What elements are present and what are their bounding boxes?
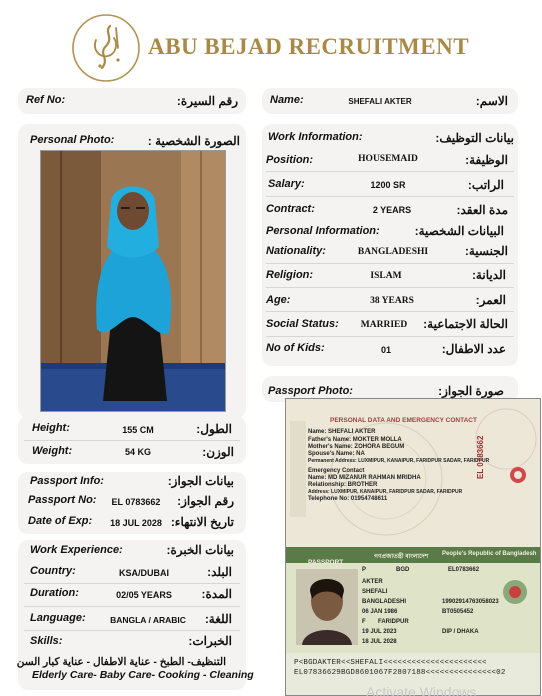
duration-value: 02/05 YEARS xyxy=(116,590,172,600)
country-label: Country: xyxy=(30,565,76,577)
passport-field: Emergency Contact xyxy=(308,468,365,474)
passport-field: Father's Name: MOKTER MOLLA xyxy=(308,437,402,443)
kids-value: 01 xyxy=(380,345,391,355)
social-status-value: MARRIED xyxy=(360,320,408,330)
passport-expiry: 18 JUL 2028 xyxy=(362,639,397,645)
passport-upper-page xyxy=(286,399,541,547)
age-value: 38 YEARS xyxy=(370,296,414,306)
passport-dob: 06 JAN 1986 xyxy=(362,609,398,615)
bangladesh-map-icon xyxy=(500,577,530,607)
passport-no-value: EL 0783662 xyxy=(111,497,161,507)
duration-label: Duration: xyxy=(30,587,79,599)
contract-value: 2 YEARS xyxy=(372,205,412,215)
personal-photo-label-ar: الصورة الشخصية : xyxy=(147,134,240,148)
passport-no-label-ar: رقم الجواز: xyxy=(177,494,234,508)
passport-sex: F xyxy=(362,619,366,625)
age-label-ar: العمر: xyxy=(475,293,506,307)
brand-name: ABU BEJAD RECRUITMENT xyxy=(148,34,470,59)
name-label-ar: الاسم: xyxy=(475,94,508,108)
name-card xyxy=(262,88,518,114)
passport-field: Permanent Address: LUXMIPUR, KANAIPUR, FARIDPUR SADAR, FARIDPUR xyxy=(308,458,490,464)
mrz-line-2: EL07836629BGD8601067F2807188<<<<<<<<<<<<<<<02 xyxy=(294,669,506,677)
religion-label: Religion: xyxy=(266,269,314,281)
passport-bio-page xyxy=(286,547,541,696)
personal-info-title-ar: البيانات الشخصية: xyxy=(414,224,504,238)
row-divider xyxy=(266,287,514,288)
row-divider xyxy=(24,606,240,607)
weight-value: 54 KG xyxy=(124,447,151,457)
passport-country: BGD xyxy=(396,567,410,573)
passport-vertical-number: EL 0783662 xyxy=(476,435,485,479)
portrait-image xyxy=(41,151,226,412)
experience-card xyxy=(16,540,254,690)
religion-label-ar: الديانة: xyxy=(471,268,506,282)
mrz-line-1: P<BGDAKTER<<SHEFALI<<<<<<<<<<<<<<<<<<<<<< xyxy=(294,659,487,667)
personal-info-title: Personal Information: xyxy=(266,225,380,237)
passport-upper-title: PERSONAL DATA AND EMERGENCY CONTACT xyxy=(330,417,477,424)
name-label: Name: xyxy=(270,94,304,106)
passport-issue-date: 19 JUL 2023 xyxy=(362,629,397,635)
position-label-ar: الوظيفة: xyxy=(465,153,508,167)
height-value: 155 CM xyxy=(122,425,154,435)
passport-field: Mother's Name: ZOHORA BEGUM xyxy=(308,444,405,450)
experience-title-ar: بيانات الخبرة: xyxy=(166,543,234,557)
work-info-title: Work Information: xyxy=(268,131,363,143)
salary-label-ar: الراتب: xyxy=(467,178,504,192)
activate-windows-watermark: Activate Windows xyxy=(366,684,477,696)
emblem-icon xyxy=(508,465,528,485)
name-value: SHEFALI AKTER xyxy=(348,97,412,106)
position-value: HOUSEMAID xyxy=(358,154,418,164)
nationality-label: Nationality: xyxy=(266,245,326,257)
work-personal-card xyxy=(262,124,518,366)
passport-given-name: SHEFALI xyxy=(362,589,388,595)
country-value: KSA/DUBAI xyxy=(118,568,169,578)
age-label: Age: xyxy=(266,294,291,306)
work-info-title-ar: بيانات التوظيف: xyxy=(435,131,514,145)
passport-scan xyxy=(285,398,541,696)
calligraphy-logo-icon xyxy=(70,12,142,84)
contract-label: Contract: xyxy=(266,203,315,215)
row-divider xyxy=(266,196,514,197)
experience-title: Work Experience: xyxy=(30,544,123,556)
passport-field: Address: LUXMIPUR, KANAIPUR, FARIDPUR SADAR, FARIDPUR xyxy=(308,489,463,495)
expiry-label: Date of Exp: xyxy=(28,515,93,527)
row-divider xyxy=(266,311,514,312)
social-status-label: Social Status: xyxy=(266,318,339,330)
language-label-ar: اللغة: xyxy=(204,612,232,626)
expiry-label-ar: تاريخ الانتهاء: xyxy=(170,515,234,529)
passport-personal-no: 19902914763058023 xyxy=(442,599,499,605)
row-divider xyxy=(266,336,514,337)
passport-nationality: BANGLADESHI xyxy=(362,599,407,605)
passport-field: Spouse's Name: NA xyxy=(308,451,365,457)
height-label: Height: xyxy=(32,422,70,434)
personal-photo-label: Personal Photo: xyxy=(30,134,115,146)
passport-photo-label: Passport Photo: xyxy=(268,385,353,397)
passport-info-card xyxy=(18,472,246,534)
page-header xyxy=(0,0,542,84)
weight-label: Weight: xyxy=(32,445,73,457)
passport-bio-title: People's Republic of Bangladesh xyxy=(442,551,537,557)
language-label: Language: xyxy=(30,612,86,624)
passport-field: Name: MD MIZANUR RAHMAN MRIDHA xyxy=(308,475,421,481)
ref-card xyxy=(18,88,246,114)
language-value: BANGLA / ARABIC xyxy=(110,615,186,625)
social-status-label-ar: الحالة الاجتماعية: xyxy=(423,317,508,331)
ref-label: Ref No: xyxy=(26,94,66,106)
passport-type: P xyxy=(362,567,367,573)
duration-label-ar: المدة: xyxy=(201,587,232,601)
passport-surname: AKTER xyxy=(362,579,383,585)
passport-authority: DIP / DHAKA xyxy=(442,629,479,635)
passport-face-photo xyxy=(296,569,358,645)
skills-label: Skills: xyxy=(30,635,63,647)
salary-label: Salary: xyxy=(268,178,305,190)
personal-photo xyxy=(40,150,226,412)
nationality-value: BANGLADESHI xyxy=(357,247,429,257)
skills-label-ar: الخبرات: xyxy=(188,634,232,648)
passport-field: Name: SHEFALI AKTER xyxy=(308,429,376,435)
height-label-ar: الطول: xyxy=(196,422,232,436)
row-divider xyxy=(266,263,514,264)
row-divider xyxy=(24,630,240,631)
kids-label: No of Kids: xyxy=(266,342,325,354)
body-card xyxy=(18,416,246,464)
religion-value: ISLAM xyxy=(370,271,402,281)
passport-prev-no: BT0505452 xyxy=(442,609,474,615)
weight-label-ar: الوزن: xyxy=(202,445,234,459)
contract-label-ar: مدة العقد: xyxy=(456,203,508,217)
ref-label-ar: رقم السيرة: xyxy=(176,94,238,108)
passport-info-title: Passport Info: xyxy=(30,475,104,487)
passport-field: Relationship: BROTHER xyxy=(308,482,378,488)
skills-text-ar: التنظيف- الطبخ - عناية الاطفال - عناية كبار السن xyxy=(16,656,226,668)
expiry-value: 18 JUL 2028 xyxy=(110,518,162,528)
country-label-ar: البلد: xyxy=(207,565,232,579)
passport-info-title-ar: بيانات الجواز: xyxy=(167,474,234,488)
passport-word: PASSPORT xyxy=(308,559,344,566)
passport-birthplace: FARIDPUR xyxy=(378,619,409,625)
passport-field: Telephone No: 01954748611 xyxy=(308,496,388,502)
kids-label-ar: عدد الاطفال: xyxy=(441,342,506,356)
nationality-label-ar: الجنسية: xyxy=(464,244,508,258)
salary-value: 1200 SR xyxy=(370,180,406,190)
row-divider xyxy=(24,583,240,584)
position-label: Position: xyxy=(266,154,314,166)
passport-bio-title-bn: গণপ্রজাতন্ত্রী বাংলাদেশ xyxy=(374,554,429,560)
passport-photo-label-ar: صورة الجواز: xyxy=(438,384,504,398)
passport-no-label: Passport No: xyxy=(28,494,97,506)
skills-text-en: Elderly Care- Baby Care- Cooking - Cleaning xyxy=(32,669,254,681)
row-divider xyxy=(24,440,240,441)
passport-number: EL0783662 xyxy=(448,567,480,573)
row-divider xyxy=(266,171,514,172)
